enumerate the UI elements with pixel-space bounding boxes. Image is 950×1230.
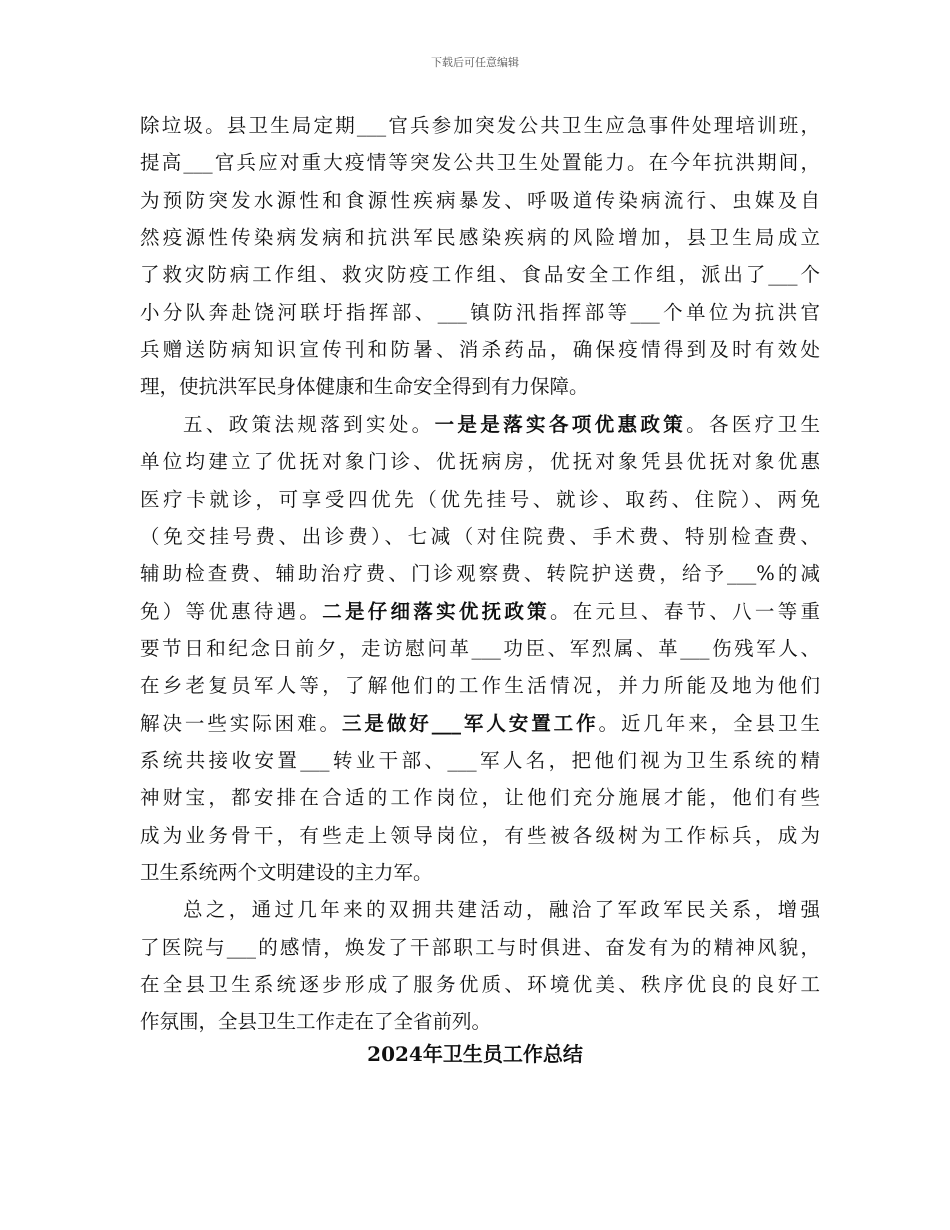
- text-run: 解决一些实际困难。: [140, 711, 342, 735]
- text-line: [183, 896, 820, 924]
- text-run: 辅助检查费、辅助治疗费、门诊观察费、转院护送费，给予___%的减: [140, 562, 820, 586]
- text-line: [140, 598, 820, 626]
- text-line: [140, 710, 820, 738]
- text-run: 卫生系统两个文明建设的主力军。: [140, 861, 433, 884]
- text-line: [140, 112, 820, 140]
- text-line: [140, 224, 820, 252]
- text-run: 单位均建立了优抚对象门诊、优抚病房，优抚对象凭县优抚对象优惠: [140, 450, 820, 474]
- text-run: 兵赠送防病知识宣传刊和防暑、消杀药品，确保疫情得到及时有效处: [140, 338, 820, 362]
- text-line: [140, 934, 820, 962]
- text-run: 为预防突发水源性和食源性疾病暴发、呼吸道传染病流行、虫媒及自: [140, 188, 820, 212]
- text-run: 除垃圾。县卫生局定期___官兵参加突发公共卫生应急事件处理培训班，: [140, 114, 820, 137]
- text-line: [140, 1008, 820, 1036]
- text-line: [140, 971, 820, 999]
- document-title: 2024年卫生员工作总结: [367, 1042, 583, 1066]
- text-run: 小分队奔赴饶河联圩指挥部、___镇防汛指挥部等___个单位为抗洪官: [140, 300, 820, 324]
- text-run: 系统共接收安置___转业干部、___军人名，把他们视为卫生系统的精: [140, 748, 820, 772]
- bold-phrase: 一是是落实各项优惠政策: [434, 412, 687, 436]
- text-line: [140, 336, 820, 364]
- text-line: [140, 747, 820, 775]
- text-run: 要节日和纪念日前夕，走访慰问革___功臣、军烈属、革___伤残军人、: [140, 636, 820, 660]
- text-run: 在乡老复员军人等，了解他们的工作生活情况，并力所能及地为他们: [140, 674, 820, 698]
- text-run: 成为业务骨干，有些走上领导岗位，有些被各级树为工作标兵，成为: [140, 823, 820, 847]
- text-line: [140, 486, 820, 514]
- text-line: [140, 635, 820, 663]
- text-run: 免）等优惠待遇。: [140, 599, 323, 623]
- text-run: 医疗卡就诊，可享受四优先（优先挂号、就诊、取药、住院）、两免: [140, 487, 820, 511]
- text-line: [140, 523, 820, 551]
- text-line: [140, 822, 820, 850]
- text-line: [140, 149, 820, 177]
- text-run: 理，使抗洪军民身体健康和生命安全得到有力保障。: [140, 375, 589, 399]
- text-run: 五、政策法规落到实处。: [183, 412, 435, 436]
- text-run: 总之，通过几年来的双拥共建活动，融洽了军政军民关系，增强: [183, 898, 820, 922]
- text-run: 。在元旦、春节、八一等重: [549, 599, 820, 623]
- text-line: [140, 672, 820, 700]
- text-line: [140, 299, 820, 327]
- bold-phrase: 三是做好___军人安置工作: [341, 711, 599, 735]
- text-line: [140, 560, 820, 588]
- text-line: [183, 411, 820, 439]
- page-header: 下载后可任意编辑: [431, 56, 519, 69]
- text-run: 神财宝，都安排在合适的工作岗位，让他们充分施展才能，他们有些: [140, 786, 820, 810]
- text-run: 。近几年来，全县卫生: [598, 711, 820, 735]
- text-line: [140, 373, 820, 401]
- text-run: 在全县卫生系统逐步形成了服务优质、环境优美、秩序优良的良好工: [140, 973, 820, 997]
- text-run: 了医院与___的感情，焕发了干部职工与时俱进、奋发有为的精神风貌，: [140, 935, 820, 959]
- bold-phrase: 二是仔细落实优抚政策: [322, 599, 550, 623]
- text-run: （免交挂号费、出诊费）、七减（对住院费、手术费、特别检查费、: [140, 524, 820, 548]
- text-run: 了救灾防病工作组、救灾防疫工作组、食品安全工作组，派出了___个: [140, 263, 820, 287]
- text-run: 。各医疗卫生: [686, 412, 820, 436]
- text-line: [140, 859, 820, 887]
- text-line: [140, 448, 820, 476]
- text-run: 然疫源性传染病发病和抗洪军民感染疾病的风险增加，县卫生局成立: [140, 226, 820, 250]
- text-run: 提高___官兵应对重大疫情等突发公共卫生处置能力。在今年抗洪期间，: [140, 151, 820, 175]
- text-run: 作氛围，全县卫生工作走在了全省前列。: [140, 1010, 492, 1034]
- text-line: [140, 261, 820, 289]
- text-line: [140, 187, 820, 215]
- text-line: [140, 784, 820, 812]
